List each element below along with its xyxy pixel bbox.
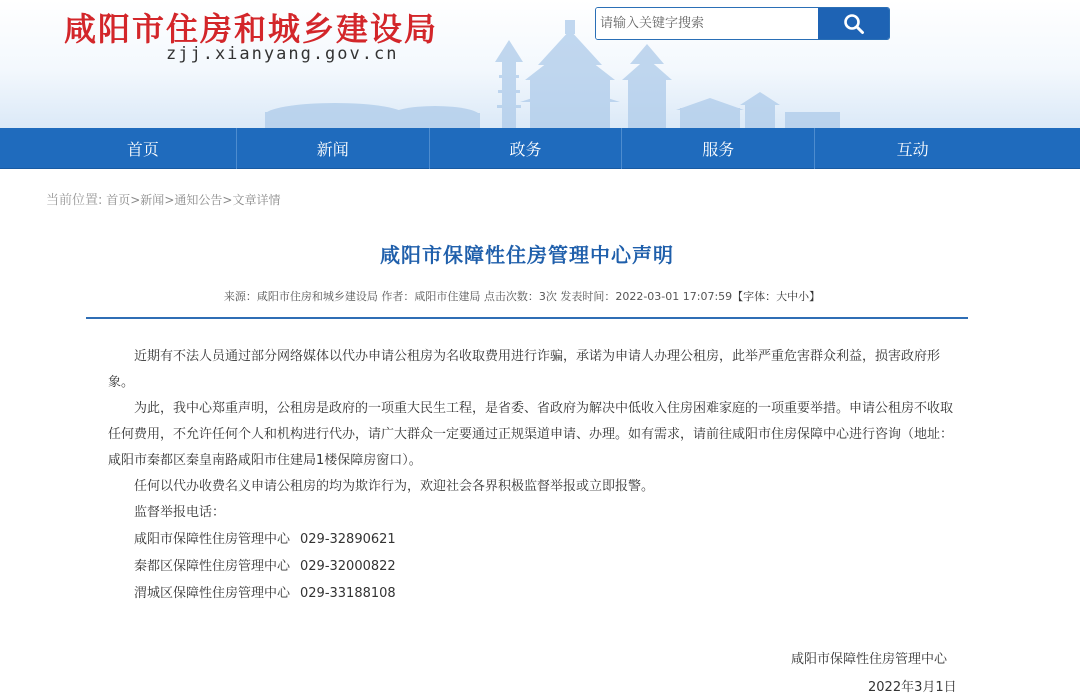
breadcrumb-item-home[interactable]: 首页 [106, 193, 131, 207]
nav-item-government-affairs[interactable]: 政务 [430, 128, 623, 169]
breadcrumb-separator: > [222, 193, 233, 207]
breadcrumb-item-article: 文章详情 [232, 193, 281, 207]
search-button[interactable] [818, 8, 889, 39]
article-meta [0, 288, 1044, 304]
breadcrumb-item-news[interactable]: 新闻 [140, 193, 165, 207]
meta-clicks: 点击次数：3次 [483, 290, 557, 303]
nav-item-news[interactable]: 新闻 [237, 128, 430, 169]
contact-org: 秦都区保障性住房管理中心 [134, 559, 291, 574]
breadcrumb-separator: > [164, 193, 175, 207]
article-paragraph: 为此，我中心郑重声明，公租房是政府的一项重大民生工程，是省委、省政府为解决中低收入住房困难家庭的一项重要举措。申请公租房不收取任何费用，不允许任何个人和机构进行代办，请广大群众一定要通过正规渠道申请、办理。如有需求，请前往咸阳市住房保障中心进行咨询（地址：咸阳市秦都区秦皇南路咸阳市住建局1楼保障房窗口）。 [108, 401, 954, 468]
contact-phone: 029-32000822 [300, 559, 396, 574]
contact-org: 咸阳市保障性住房管理中心 [134, 532, 291, 547]
main-nav [0, 128, 1080, 169]
contact-row [108, 580, 958, 607]
contact-org: 渭城区保障性住房管理中心 [134, 586, 291, 601]
site-title[interactable]: 咸阳市住房和城乡建设局 [64, 10, 439, 48]
contact-row [108, 526, 958, 553]
signature-organization: 咸阳市保障性住房管理中心 [791, 652, 948, 667]
search-icon [843, 13, 865, 35]
title-divider [86, 317, 968, 319]
contact-phone: 029-33188108 [300, 586, 396, 601]
nav-item-interaction[interactable]: 互动 [896, 140, 929, 159]
meta-source: 来源：咸阳市住房和城乡建设局 [223, 290, 378, 303]
nav-item-home[interactable]: 首页 [0, 128, 237, 169]
meta-author: 作者：咸阳市住建局 [381, 290, 481, 303]
breadcrumb-label: 当前位置: [46, 193, 103, 208]
nav-item-services[interactable]: 服务 [622, 128, 815, 169]
hotline-label: 监督举报电话： [134, 505, 226, 520]
meta-published: 发表时间：2022-03-01 17:07:59 [560, 290, 733, 303]
font-size-control[interactable]: 【字体：大中小】 [732, 290, 821, 303]
search-box [595, 7, 890, 40]
breadcrumb-item-notices[interactable]: 通知公告 [174, 193, 223, 207]
site-domain: zjj.xianyang.gov.cn [166, 44, 399, 64]
contact-phone: 029-32890621 [300, 532, 396, 547]
contact-row [108, 553, 958, 580]
search-input[interactable] [596, 8, 820, 39]
site-header [0, 0, 1080, 128]
article-body [108, 344, 958, 607]
article-paragraph: 任何以代办收费名义申请公租房的均为欺诈行为，欢迎社会各界积极监督举报或立即报警。 [134, 479, 655, 494]
signature-date: 2022年3月1日 [868, 680, 957, 694]
article-paragraph: 近期有不法人员通过部分网络媒体以代办申请公租房为名收取费用进行诈骗，承诺为申请人办理公租房，此举严重危害群众利益，损害政府形象。 [108, 349, 941, 390]
breadcrumb [46, 189, 280, 208]
article-title: 咸阳市保障性住房管理中心声明 [380, 243, 674, 267]
breadcrumb-separator: > [130, 193, 141, 207]
